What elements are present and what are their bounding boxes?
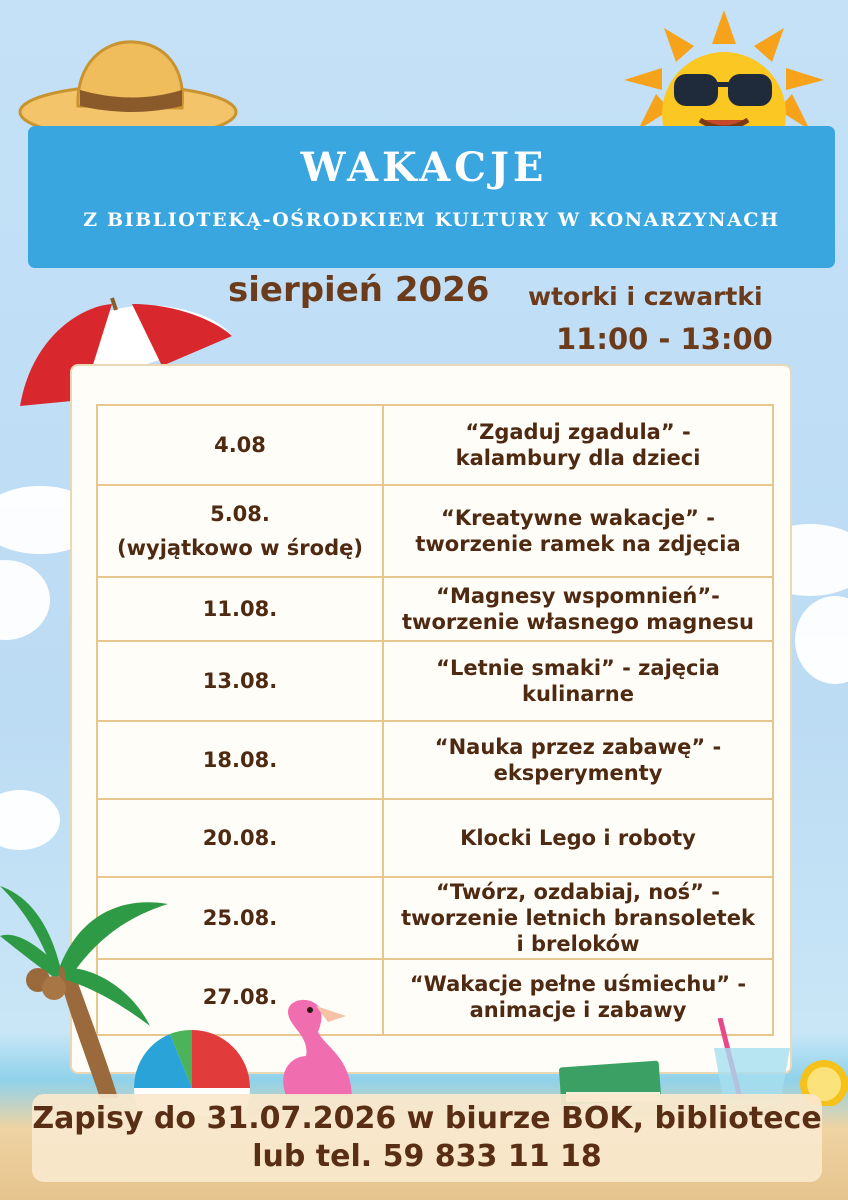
table-row bbox=[97, 721, 773, 799]
date-text: 4.08 bbox=[214, 433, 266, 457]
date-text: 20.08. bbox=[202, 826, 278, 850]
activity-line: “Letnie smaki” - zajęcia bbox=[436, 656, 720, 680]
activity-line: kalambury dla dzieci bbox=[455, 446, 701, 470]
activity-cell bbox=[383, 799, 773, 877]
activity-cell bbox=[383, 877, 773, 959]
page-subtitle: Z BIBLIOTEKĄ-OŚRODKIEM KULTURY W KONARZYNACH bbox=[83, 209, 780, 231]
table-row bbox=[97, 405, 773, 485]
activity-cell bbox=[383, 577, 773, 641]
date-cell bbox=[97, 577, 383, 641]
table-row bbox=[97, 641, 773, 721]
activity-line: “Kreatywne wakacje” - bbox=[441, 506, 715, 530]
activity-line: “Wakacje pełne uśmiechu” - bbox=[409, 972, 747, 996]
activity-line: animacje i zabawy bbox=[469, 998, 687, 1022]
activity-line: tworzenie własnego magnesu bbox=[402, 610, 754, 634]
hours-text: 11:00 - 13:00 bbox=[556, 322, 773, 356]
table-row bbox=[97, 485, 773, 577]
date-text: 27.08. bbox=[202, 985, 278, 1009]
date-cell bbox=[97, 721, 383, 799]
month-heading: sierpień 2026 bbox=[228, 270, 490, 310]
date-cell bbox=[97, 641, 383, 721]
activity-line: eksperymenty bbox=[493, 761, 663, 785]
activity-line: “Zgaduj zgadula” - bbox=[465, 420, 691, 444]
schedule-table bbox=[96, 404, 774, 1036]
date-text: 11.08. bbox=[202, 597, 278, 621]
date-text: 5.08. bbox=[210, 502, 270, 526]
table-row bbox=[97, 577, 773, 641]
phone-text: lub tel. 59 833 11 18 bbox=[252, 1139, 602, 1174]
date-cell bbox=[97, 485, 383, 577]
sun-with-sunglasses-icon bbox=[614, 10, 834, 134]
registration-text: Zapisy do 31.07.2026 w biurze BOK, bibliotece bbox=[32, 1101, 822, 1136]
activity-line: Klocki Lego i roboty bbox=[460, 826, 696, 850]
activity-cell bbox=[383, 485, 773, 577]
flamingo-float-icon bbox=[266, 996, 376, 1100]
page-title: WAKACJE bbox=[300, 144, 548, 191]
activity-cell bbox=[383, 641, 773, 721]
date-cell bbox=[97, 799, 383, 877]
activity-line: tworzenie ramek na zdjęcia bbox=[415, 532, 741, 556]
activity-line: “Nauka przez zabawę” - bbox=[434, 735, 722, 759]
drink-glass-icon bbox=[694, 1018, 800, 1104]
date-text: 25.08. bbox=[202, 906, 278, 930]
date-cell bbox=[97, 405, 383, 485]
date-note: (wyjątkowo w środę) bbox=[117, 536, 363, 560]
activity-line: kulinarne bbox=[522, 682, 634, 706]
activity-line: tworzenie letnich bransoletek bbox=[401, 906, 755, 930]
activity-line: “Magnesy wspomnień”- bbox=[436, 584, 720, 608]
activity-line: i breloków bbox=[516, 932, 640, 956]
table-row bbox=[97, 959, 773, 1035]
activity-cell bbox=[383, 405, 773, 485]
table-row bbox=[97, 877, 773, 959]
date-text: 18.08. bbox=[202, 748, 278, 772]
date-text: 13.08. bbox=[202, 669, 278, 693]
table-row bbox=[97, 799, 773, 877]
days-text: wtorki i czwartki bbox=[528, 282, 763, 311]
activity-cell bbox=[383, 721, 773, 799]
activity-line: “Twórz, ozdabiaj, noś” - bbox=[436, 880, 720, 904]
